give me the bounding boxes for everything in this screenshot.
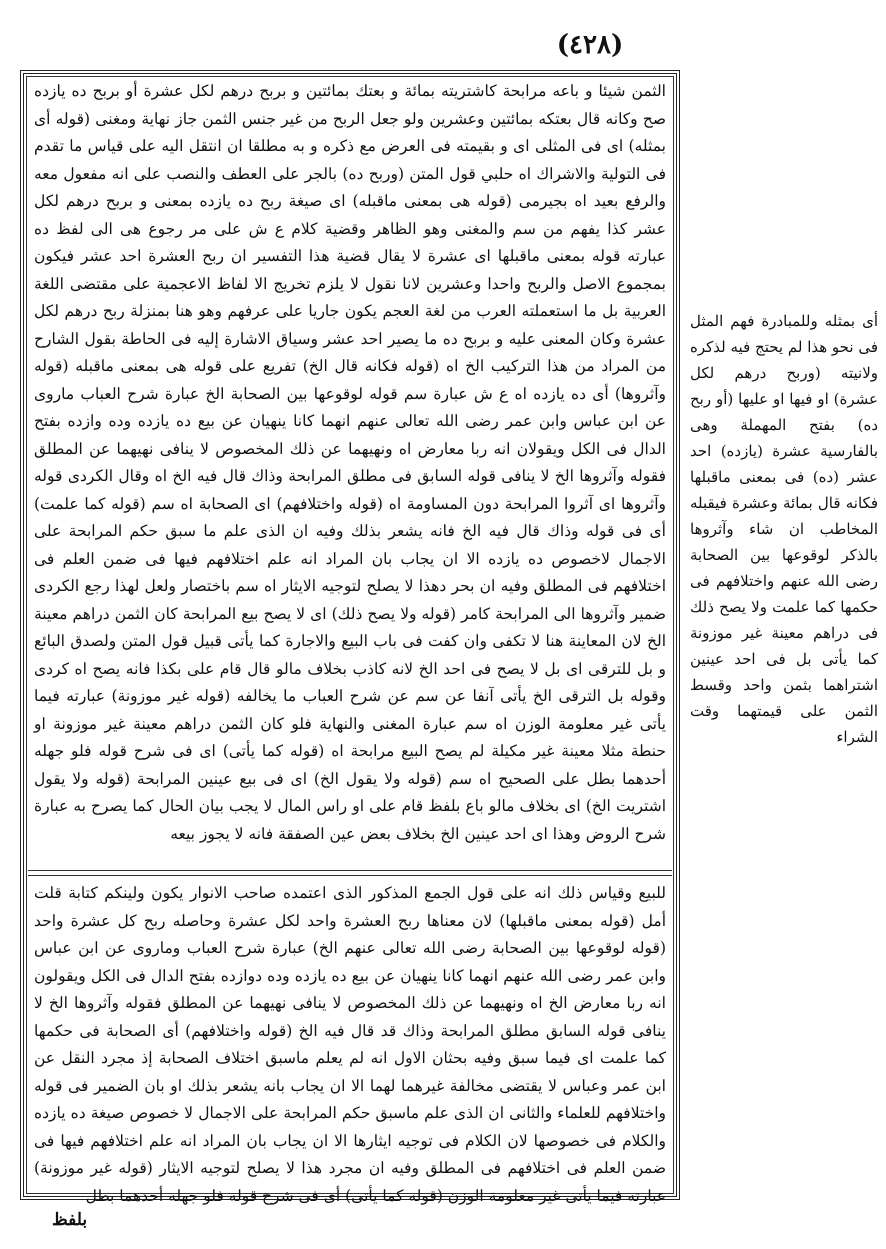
commentary-lower-text: للبيع وقياس ذلك انه على قول الجمع المذكور الذى اعتمده صاحب الانوار يكون ولينكم كتابة قلت أمل (قوله بمعنى ماقبلها) لان معناها ربح العشرة واحد لكل عشرة وحاصله ربح كل عشرة واحد (قوله لوقوعها بين الصحابة رضى الله تعالى عنهم الخ) عبارة شرح العباب وماروى عن ابن عباس وابن عمر رضى الله عنهم انهما كانا ينهيان عن بيع ده يازده وده دوازده بفتح الدال فى الكل ويقولون انه ربا معارض الخ اه ونهيهما عن ذلك المخصوص لا ينافى نهيهما عن المطلق فقوله وآثروها الخ لا ينافى قوله السابق مطلق المرابحة وذاك قد قال فيه الخ (قوله واختلافهم) أى الصحابة فى حكمها كما علمت اى فيما سبق وفيه بحثان الاول انه لم يعلم ماسبق اختلاف الصحابة إذ مجرد النقل عن ابن عمر وعباس لا يقتضى مخالفة غيرهما لهما الا ان يجاب بانه يشعر بذلك او بان الضمير فى قوله واختلافهم للعلماء والثانى ان الذى علم ماسبق حكم المرابحة على الاجمال لا خصوص صيغة ده يازده والكلام فى خصوصها لان الكلام فى توجيه ايثارها الا ان يجاب بان المراد انه علم اختلافهم فيها فى ضمن العلم فى اختلافهم فى المطلق وفيه ان مجرد هذا لا يصلح لتوجيه الايثار (قوله غير موزونة) عبارته فيما يأتى غير معلومة الوزن (قوله كما يأتى) أى فى شرح قوله فلو جهله أحدهما بطل — [34, 884, 666, 1205]
margin-matn-paragraph: أى بمثله وللمبادرة فهم المثل فى نحو هذا لم يحتج فيه لذكره ولانيته (وربح درهم لكل عشرة) او فيها او عليها (أو ربح ده) بفتح المهملة وهى بالفارسية عشرة (يازده) احد عشر (ده) فى بمعنى ماقبلها فكانه قال بمائة وعشرة فيقبله المخاطب ان شاء وآثروها بالذكر لوقوعها بين الصحابة رضى الله عنهم واختلافهم فى حكمها كما علمت ولا يصح ذلك فى دراهم معينة غير موزونة كما يأتى بل فى احد عينين اشتراهما بثمن واحد وقسط الثمن على قيمتهما وقت الشراء — [690, 312, 878, 746]
commentary-upper-section — [34, 78, 666, 868]
commentary-lower-section — [34, 880, 666, 1205]
page-number: (٤٢٨) — [556, 30, 624, 60]
commentary-upper-text: الثمن شيئا و باعه مرابحة كاشتريته بمائة و بعتك بمائتين و بربح درهم لكل عشرة أو بربح ده يازده صح وكانه قال بعتكه بمائتين وعشرين ولو جعل الربح من غير جنس الثمن جاز نهاية ومغنى (قوله أى بمثله) اى فى المثلى اى و بقيمته فى العرض مع ذكره و به مطلقا ان انتقل اليه على قياس ما تقدم فى التولية والاشراك اه حلبي قول المتن (وربح ده) بالجر على العطف والنصب على انه مفعول معه والرفع بعيد اه بجيرمى (قوله هى بمعنى ماقبله) اى صيغة ربح ده يازده بمعنى و بربح درهم لكل عشر كذا يفهم من سم والمغنى وهو الظاهر وقضية كلام ع ش على مر رجوع هى الى لفظ ده عبارته قوله بمعنى ماقبلها اى عشرة لا يقال قضية هذا التفسير ان ربح العشرة احد عشر فيكون بمجموع الاصل والربح واحدا وعشرين لانا نقول لا يلزم تخريج الا لفاظ الاعجمية على مقتضى اللغة العربية بل ما استعملته العرب من لغة العجم يكون جاريا على عرفهم وهو هنا بمنزلة ربح درهم لكل عشرة وكان المعنى عليه و بربح ده ما يصير احد عشر وسياق الاشارة إليه فى الحاطة بقول الشارح من المراد من هذا التركيب الخ اه (قوله فكانه قال الخ) تفريع على قوله هى بمعنى ماقبله (قوله وآثروها) أى ده يازده اه ع ش عبارة سم قوله لوقوعها بين الصحابة الخ عبارة شرح العباب ماروى عن ابن عباس وابن عمر رضى الله تعالى عنهم انهما كانا ينهيان عن بيع ده يازده وده وازده بفتح الدال فى الكل ويقولان انه ربا معارض اه ونهيهما عن ذلك المخصوص لا ينافى نهيهما عن المطلق فقوله وآثروها الخ لا ينافى قوله السابق فى مطلق المرابحة وذاك قال فيه الخ اه وقال الكردى قوله وآثروها اى آثروا المرابحة دون المساومة اه (قوله واختلافهم) اى الصحابة اه سم (قوله كما علمت) أى فى قوله وذاك قال فيه الخ فانه يشعر بذلك وفيه ان الذى علم ما سبق حكم المرابحة على الاجمال لاخصوص ده يازده الا ان يجاب بان المراد انه علم اختلافهم فيها فى ضمن العلم فى اختلافهم فى المطلق وفيه ان بحر دهذا لا يصلح لتوجيه الايثار اه سم باختصار ولعل لهذا رجع الكردى ضمير وآثروها الى المرابحة كامر (قوله ولا يصح ذلك) اى لا يصح بيع المرابحة كان الثمن دراهم معينة الخ لان المعاينة هنا لا تكفى وان كفت فى باب البيع والاجارة كما يأتى قبيل قول المتن ولصدق البائع و بل للترقى اى بل لا يصح فى احد الخ لانه كاذب بخلاف مالو قال قام على بكذا فانه يصح اه كردى وقوله بل الترقى الخ يأتى آنفا عن سم عن شرح العباب ما يخالفه (قوله غير موزونة) عبارته فيما يأتى غير معلومة الوزن اه سم عبارة المغنى والنهاية فلو كان الثمن دراهم معينة غير موزونة او حنطة مثلا معينة غير مكيلة لم يصح البيع مرابحة اه (قوله كما يأتى) اى فى شرح قوله فلو جهله أحدهما بطل على الصحيح اه سم (قوله ولا يقول الخ) اى فى بيع عينين المرابحة (قوله ولا يقول اشتريت الخ) اى بخلاف مالو باع بلفظ قام على او راس المال لا يجب بيان الحال كما يصرح به عبارة شرح الروض وهذا اى احد عينين الخ بخلاف بعض عين الصفقة فانه لا يجوز بيعه — [34, 82, 666, 843]
catchword: بلفظ — [52, 1210, 88, 1230]
section-divider — [28, 870, 672, 876]
margin-matn-text — [690, 308, 878, 928]
